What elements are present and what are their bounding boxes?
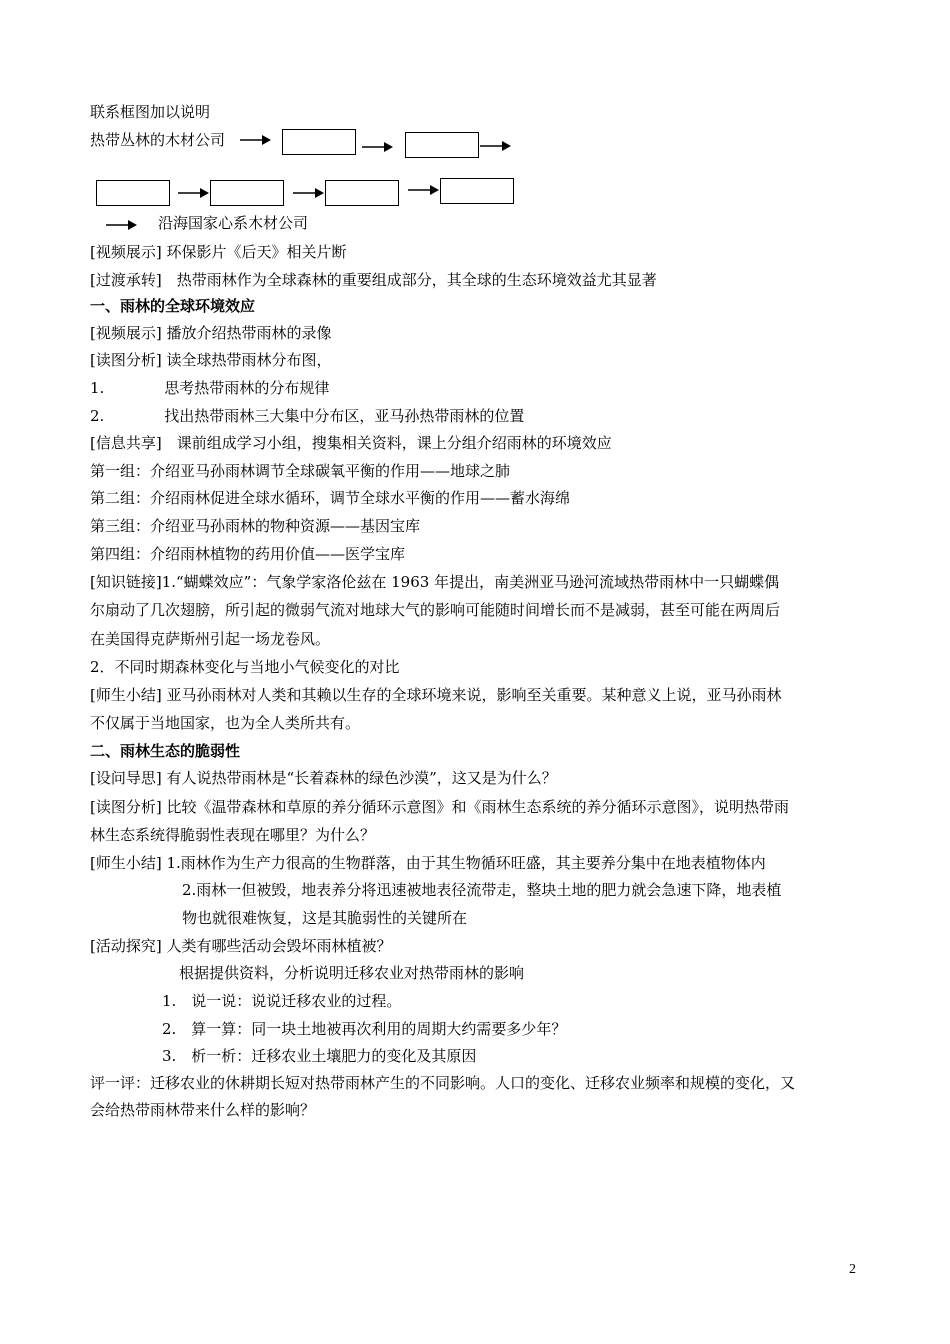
arrow-icon xyxy=(178,186,210,200)
text-line: 物也就很难恢复，这是其脆弱性的关键所在 xyxy=(182,909,468,927)
text-line: [信息共享] 课前组成学习小组，搜集相关资料，课上分组介绍雨林的环境效应 xyxy=(90,434,612,452)
text-line: 在美国得克萨斯州引起一场龙卷风。 xyxy=(90,630,331,648)
diagram-box-3 xyxy=(96,180,170,206)
diagram-box-1 xyxy=(282,129,356,155)
text-line: 评一评：迁移农业的休耕期长短对热带雨林产生的不同影响。人口的变化、迁移农业频率和规模的变化，又 xyxy=(90,1074,796,1092)
section-heading-1: 一、雨林的全球环境效应 xyxy=(90,297,256,315)
text-line: [师生小结] 1.雨林作为生产力很高的生物群落，由于其生物循环旺盛，其主要养分集中在地表植物体内 xyxy=(90,854,766,872)
text-line: 第二组：介绍雨林促进全球水循环，调节全球水平衡的作用——蓄水海绵 xyxy=(90,489,571,507)
text-line: [读图分析] 读全球热带雨林分布图， xyxy=(90,351,332,369)
text-line: 2.雨林一但被毁，地表养分将迅速被地表径流带走，整块土地的肥力就会急速下降，地表植 xyxy=(182,881,782,899)
text-line: [活动探究] 人类有哪些活动会毁坏雨林植被？ xyxy=(90,937,392,955)
text-line: 不仅属于当地国家，也为全人类所共有。 xyxy=(90,714,361,732)
arrow-icon xyxy=(240,133,272,147)
text-line: 会给热带雨林带来什么样的影响？ xyxy=(90,1101,316,1119)
list-item: 2. 算一算：同一块土地被再次利用的周期大约需要多少年？ xyxy=(162,1020,567,1038)
text-line: 根据提供资料，分析说明迁移农业对热带雨林的影响 xyxy=(179,964,525,982)
text-line: [设问导思] 有人说热带雨林是“长着森林的绿色沙漠”，这又是为什么？ xyxy=(90,769,557,787)
section-heading-2: 二、雨林生态的脆弱性 xyxy=(90,742,241,760)
arrow-icon xyxy=(293,186,325,200)
arrow-icon xyxy=(408,183,440,197)
text-line: [过渡承转] 热带雨林作为全球森林的重要组成部分，其全球的生态环境效益尤其显著 xyxy=(90,271,657,289)
diagram-box-2 xyxy=(405,132,479,158)
diagram-box-4 xyxy=(210,180,284,206)
text-line: [知识链接]1.“蝴蝶效应”：气象学家洛伦兹在 1963 年提出，南美洲亚马逊河流域热带雨林中一只蝴蝶偶 xyxy=(90,573,780,591)
list-item: 3. 析一析：迁移农业土壤肥力的变化及其原因 xyxy=(162,1047,477,1065)
intro-text: 联系框图加以说明 xyxy=(90,103,211,121)
text-line: 尔扇动了几次翅膀，所引起的微弱气流对地球大气的影响可能随时间增长而不是减弱，甚至可能在两周后 xyxy=(90,601,781,619)
list-item: 2. 找出热带雨林三大集中分布区，亚马孙热带雨林的位置 xyxy=(90,407,525,425)
text-line: 第四组：介绍雨林植物的药用价值——医学宝库 xyxy=(90,545,406,563)
diagram-start-label: 热带丛林的木材公司 xyxy=(90,131,226,149)
diagram-box-6 xyxy=(440,178,514,204)
diagram-box-5 xyxy=(325,180,399,206)
text-line: 第一组：介绍亚马孙雨林调节全球碳氧平衡的作用——地球之肺 xyxy=(90,462,511,480)
text-line: [视频展示] 环保影片《后天》相关片断 xyxy=(90,243,347,261)
list-item: 1. 思考热带雨林的分布规律 xyxy=(90,379,330,397)
text-line: [视频展示] 播放介绍热带雨林的录像 xyxy=(90,324,332,342)
list-item: 1. 说一说：说说迁移农业的过程。 xyxy=(162,992,402,1010)
arrow-icon xyxy=(480,139,512,153)
page-number: 2 xyxy=(849,1262,856,1277)
text-line: 2．不同时期森林变化与当地小气候变化的对比 xyxy=(90,658,400,676)
diagram-end-label: 沿海国家心系木材公司 xyxy=(158,214,309,232)
text-line: 第三组：介绍亚马孙雨林的物种资源——基因宝库 xyxy=(90,517,421,535)
arrow-icon xyxy=(106,218,138,232)
text-line: 林生态系统得脆弱性表现在哪里？为什么？ xyxy=(90,826,376,844)
text-line: [师生小结] 亚马孙雨林对人类和其赖以生存的全球环境来说，影响至关重要。某种意义上说，亚马孙雨林 xyxy=(90,686,782,704)
text-line: [读图分析] 比较《温带森林和草原的养分循环示意图》和《雨林生态系统的养分循环示意图》，说明热带雨 xyxy=(90,798,789,816)
arrow-icon xyxy=(362,140,394,154)
